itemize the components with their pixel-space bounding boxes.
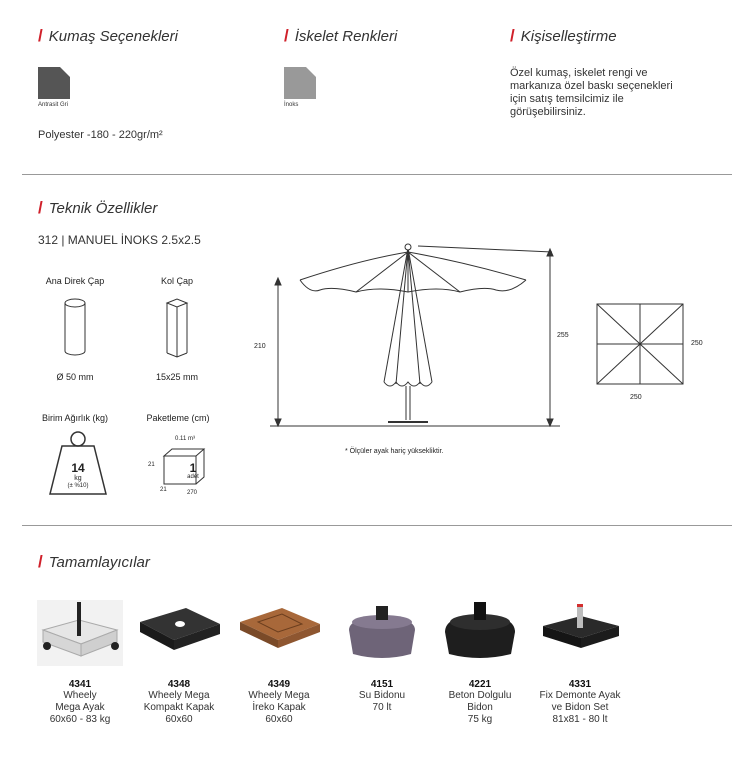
accessory-name: Wheely — [63, 690, 97, 701]
accessory-spec: 60x60 — [165, 714, 193, 725]
pole-label: Ana Direk Çap — [45, 276, 105, 286]
tech-section-title: / Teknik Özellikler — [38, 198, 158, 217]
weight-tolerance: (± %10) — [67, 483, 89, 489]
arm-value: 15x25 mm — [155, 372, 199, 382]
accessory-name: Beton Dolgulu — [448, 690, 512, 701]
weight-value: 14 — [71, 461, 85, 475]
top-view-diagram — [596, 303, 686, 387]
concrete-tank-icon — [437, 600, 523, 666]
frame-section-title: / İskelet Renkleri — [284, 26, 398, 45]
accessory-spec: 60x60 - 83 kg — [49, 714, 111, 725]
fabric-swatch — [38, 67, 70, 99]
fabric-spec: Polyester -180 - 220gr/m² — [38, 129, 163, 141]
arm-profile-icon — [163, 297, 191, 359]
accessory-name: ve Bidon Set — [551, 702, 609, 713]
accessory-name: Wheely Mega — [148, 690, 210, 701]
accessory-spec: 81x81 - 80 lt — [552, 714, 608, 725]
pole-cylinder-icon — [62, 297, 88, 359]
package-height: 21 — [148, 462, 155, 468]
accessory-code: 4221 — [468, 679, 492, 690]
accessory-code: 4349 — [267, 679, 291, 690]
accessory-code: 4341 — [68, 679, 92, 690]
accessory-spec: 60x60 — [265, 714, 293, 725]
wood-cover-icon — [236, 600, 322, 666]
model-name: 312 | MANUEL İNOKS 2.5x2.5 — [38, 233, 201, 247]
accessories-section-title: / Tamamlayıcılar — [38, 552, 150, 571]
accessory-code: 4331 — [568, 679, 592, 690]
arm-label: Kol Çap — [160, 276, 194, 286]
accessory-name: Mega Ayak — [55, 702, 105, 713]
accessory-spec: 70 lt — [372, 702, 392, 713]
accessory-item[interactable] — [339, 600, 425, 714]
accessory-name: Su Bidonu — [358, 690, 406, 701]
package-qty: 1 — [189, 461, 197, 475]
umbrella-diagram — [270, 238, 570, 430]
weight-unit: kg — [74, 475, 82, 482]
black-cover-icon — [136, 600, 222, 666]
divider — [22, 525, 732, 526]
package-depth: 21 — [160, 487, 167, 493]
package-qty-unit: adet — [187, 474, 199, 480]
fix-base-set-icon — [537, 600, 623, 666]
accessory-item[interactable] — [537, 600, 623, 726]
accessory-name: Fix Demonte Ayak — [539, 690, 621, 701]
custom-text: Özel kumaş, iskelet rengi ve markanıza özel baskı seçenekleri için satış temsilcimiz ile görüşebilirsiniz. — [510, 67, 673, 118]
dim-height-closed: 210 — [254, 343, 266, 350]
accessory-item[interactable] — [437, 600, 523, 726]
custom-section-title: / Kişiselleştirme — [510, 26, 617, 45]
accessory-name: Bidon — [467, 702, 493, 713]
divider — [22, 174, 732, 175]
accessory-name: Wheely Mega — [248, 690, 310, 701]
accessory-name: İreko Kapak — [252, 702, 306, 713]
fabric-section-title: / Kumaş Seçenekleri — [38, 26, 178, 45]
accessory-code: 4348 — [167, 679, 191, 690]
frame-swatch-label: İnoks — [284, 102, 299, 108]
package-width: 270 — [187, 490, 198, 496]
accessory-code: 4151 — [370, 679, 394, 690]
weight-label: Birim Ağırlık (kg) — [41, 413, 108, 423]
accessory-item[interactable] — [37, 600, 123, 726]
frame-swatch — [284, 67, 316, 99]
accessory-item[interactable] — [136, 600, 222, 726]
dimension-note: * Ölçüler ayak hariç yüksekliktir. — [345, 448, 444, 455]
accessory-spec: 75 kg — [467, 714, 493, 725]
dim-width: 250 — [630, 394, 642, 401]
water-tank-icon — [339, 600, 425, 666]
accessory-name: Kompakt Kapak — [143, 702, 215, 713]
package-volume: 0.11 m³ — [175, 436, 195, 442]
pole-value: Ø 50 mm — [56, 372, 94, 382]
package-label: Paketleme (cm) — [146, 413, 210, 423]
accessory-item[interactable] — [236, 600, 322, 726]
dim-height-total: 255 — [557, 332, 569, 339]
fabric-swatch-label: Antrasit Gri — [38, 102, 69, 108]
wheely-mega-base-icon — [37, 600, 123, 666]
dim-depth: 250 — [691, 340, 703, 347]
